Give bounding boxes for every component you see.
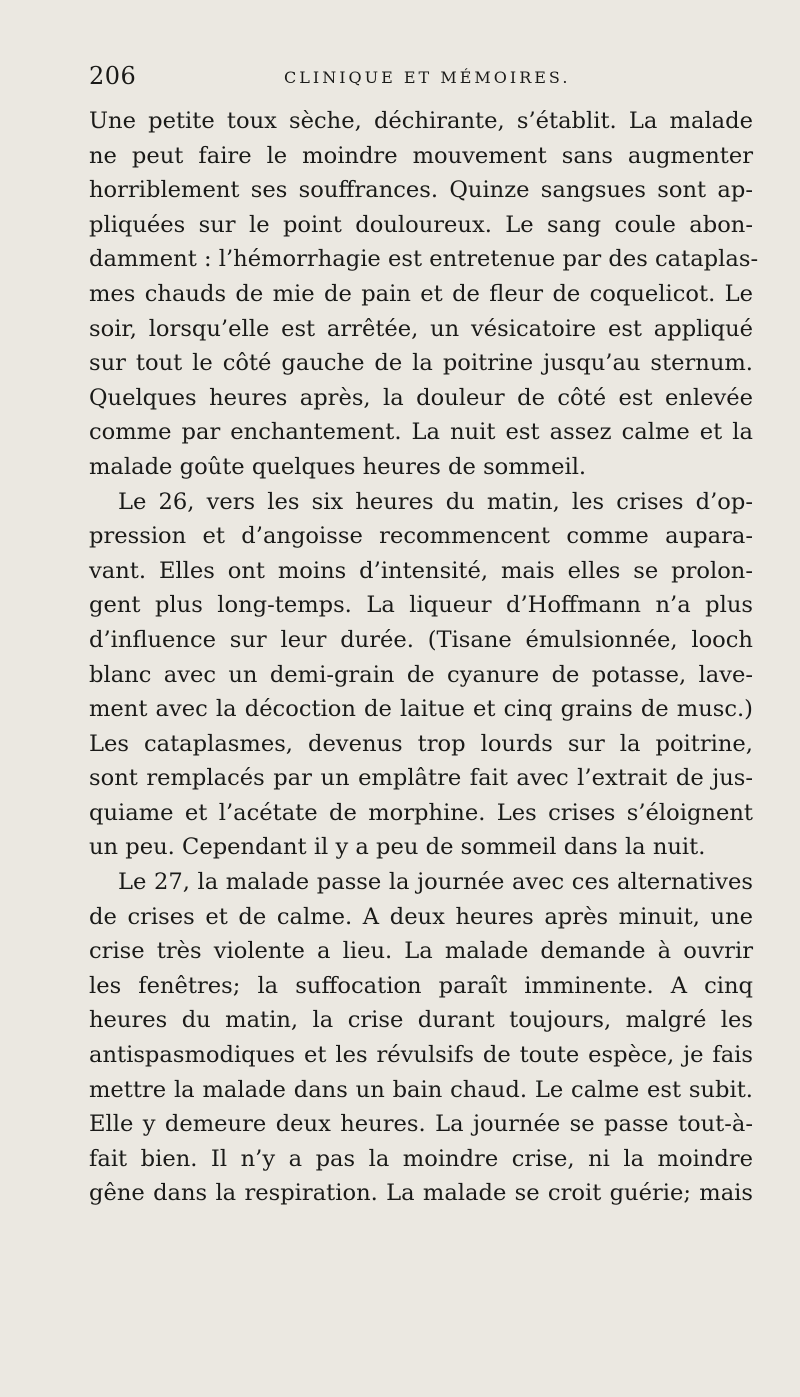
text-line: horriblement ses souffrances. Quinze sangsues sont ap- [89,177,753,204]
text-line: Elle y demeure deux heures. La journée se passe tout-à- [89,1111,753,1138]
running-head [89,62,753,92]
text-line: gêne dans la respiration. La malade se croit guérie; mais [89,1180,753,1207]
text-line: crise très violente a lieu. La malade demande à ouvrir [89,938,753,965]
text-line: ment avec la décoction de laitue et cinq grains de musc.) [89,696,753,723]
text-line: sur tout le côté gauche de la poitrine jusqu’au sternum. [89,350,753,377]
paragraph-first-line: Le 26, vers les six heures du matin, les crises d’op- [118,488,753,515]
text-line: Les cataplasmes, devenus trop lourds sur la poitrine, [89,730,753,757]
text-line: damment : l’hémorrhagie est entretenue par des cataplas- [89,246,759,273]
text-line: sont remplacés par un emplâtre fait avec l’extrait de jus- [89,765,753,792]
page-number: 206 [89,62,137,90]
text-line: pliquées sur le point douloureux. Le sang coule abon- [89,211,753,238]
text-line: mettre la malade dans un bain chaud. Le calme est subit. [89,1076,753,1103]
text-line: mes chauds de mie de pain et de fleur de coquelicot. Le [89,280,753,307]
text-line: pression et d’angoisse recommencent comme aupara- [89,523,753,550]
text-line: un peu. Cependant il y a peu de sommeil dans la nuit. [89,834,706,861]
text-line: Quelques heures après, la douleur de côté est enlevée [89,384,753,411]
paragraph-first-line: Le 27, la malade passe la journée avec ces alternatives [118,869,753,896]
text-line: malade goûte quelques heures de sommeil. [89,453,587,480]
text-line: Une petite toux sèche, déchirante, s’établit. La malade [89,108,753,134]
text-line: soir, lorsqu’elle est arrêtée, un vésicatoire est appliqué [89,315,753,342]
text-line: les fenêtres; la suffocation paraît imminente. A cinq [89,972,753,999]
text-line: quiame et l’acétate de morphine. Les crises s’éloignent [89,799,753,826]
text-line: fait bien. Il n’y a pas la moindre crise, ni la moindre [89,1145,753,1172]
running-title: CLINIQUE ET MÉMOIRES. [284,68,571,87]
text-line: comme par enchantement. La nuit est assez calme et la [89,419,753,446]
text-line: antispasmodiques et les révulsifs de toute espèce, je fais [89,1042,753,1069]
text-line: vant. Elles ont moins d’intensité, mais elles se prolon- [89,557,753,584]
body-text [89,104,759,1211]
text-line: heures du matin, la crise durant toujours, malgré les [89,1007,753,1034]
text-line: de crises et de calme. A deux heures après minuit, une [89,903,753,930]
text-line: d’influence sur leur durée. (Tisane émulsionnée, looch [89,626,753,653]
text-line: gent plus long-temps. La liqueur d’Hoffmann n’a plus [89,592,753,619]
text-line: blanc avec un demi-grain de cyanure de potasse, lave- [89,661,753,688]
text-line: ne peut faire le moindre mouvement sans augmenter [89,142,753,169]
